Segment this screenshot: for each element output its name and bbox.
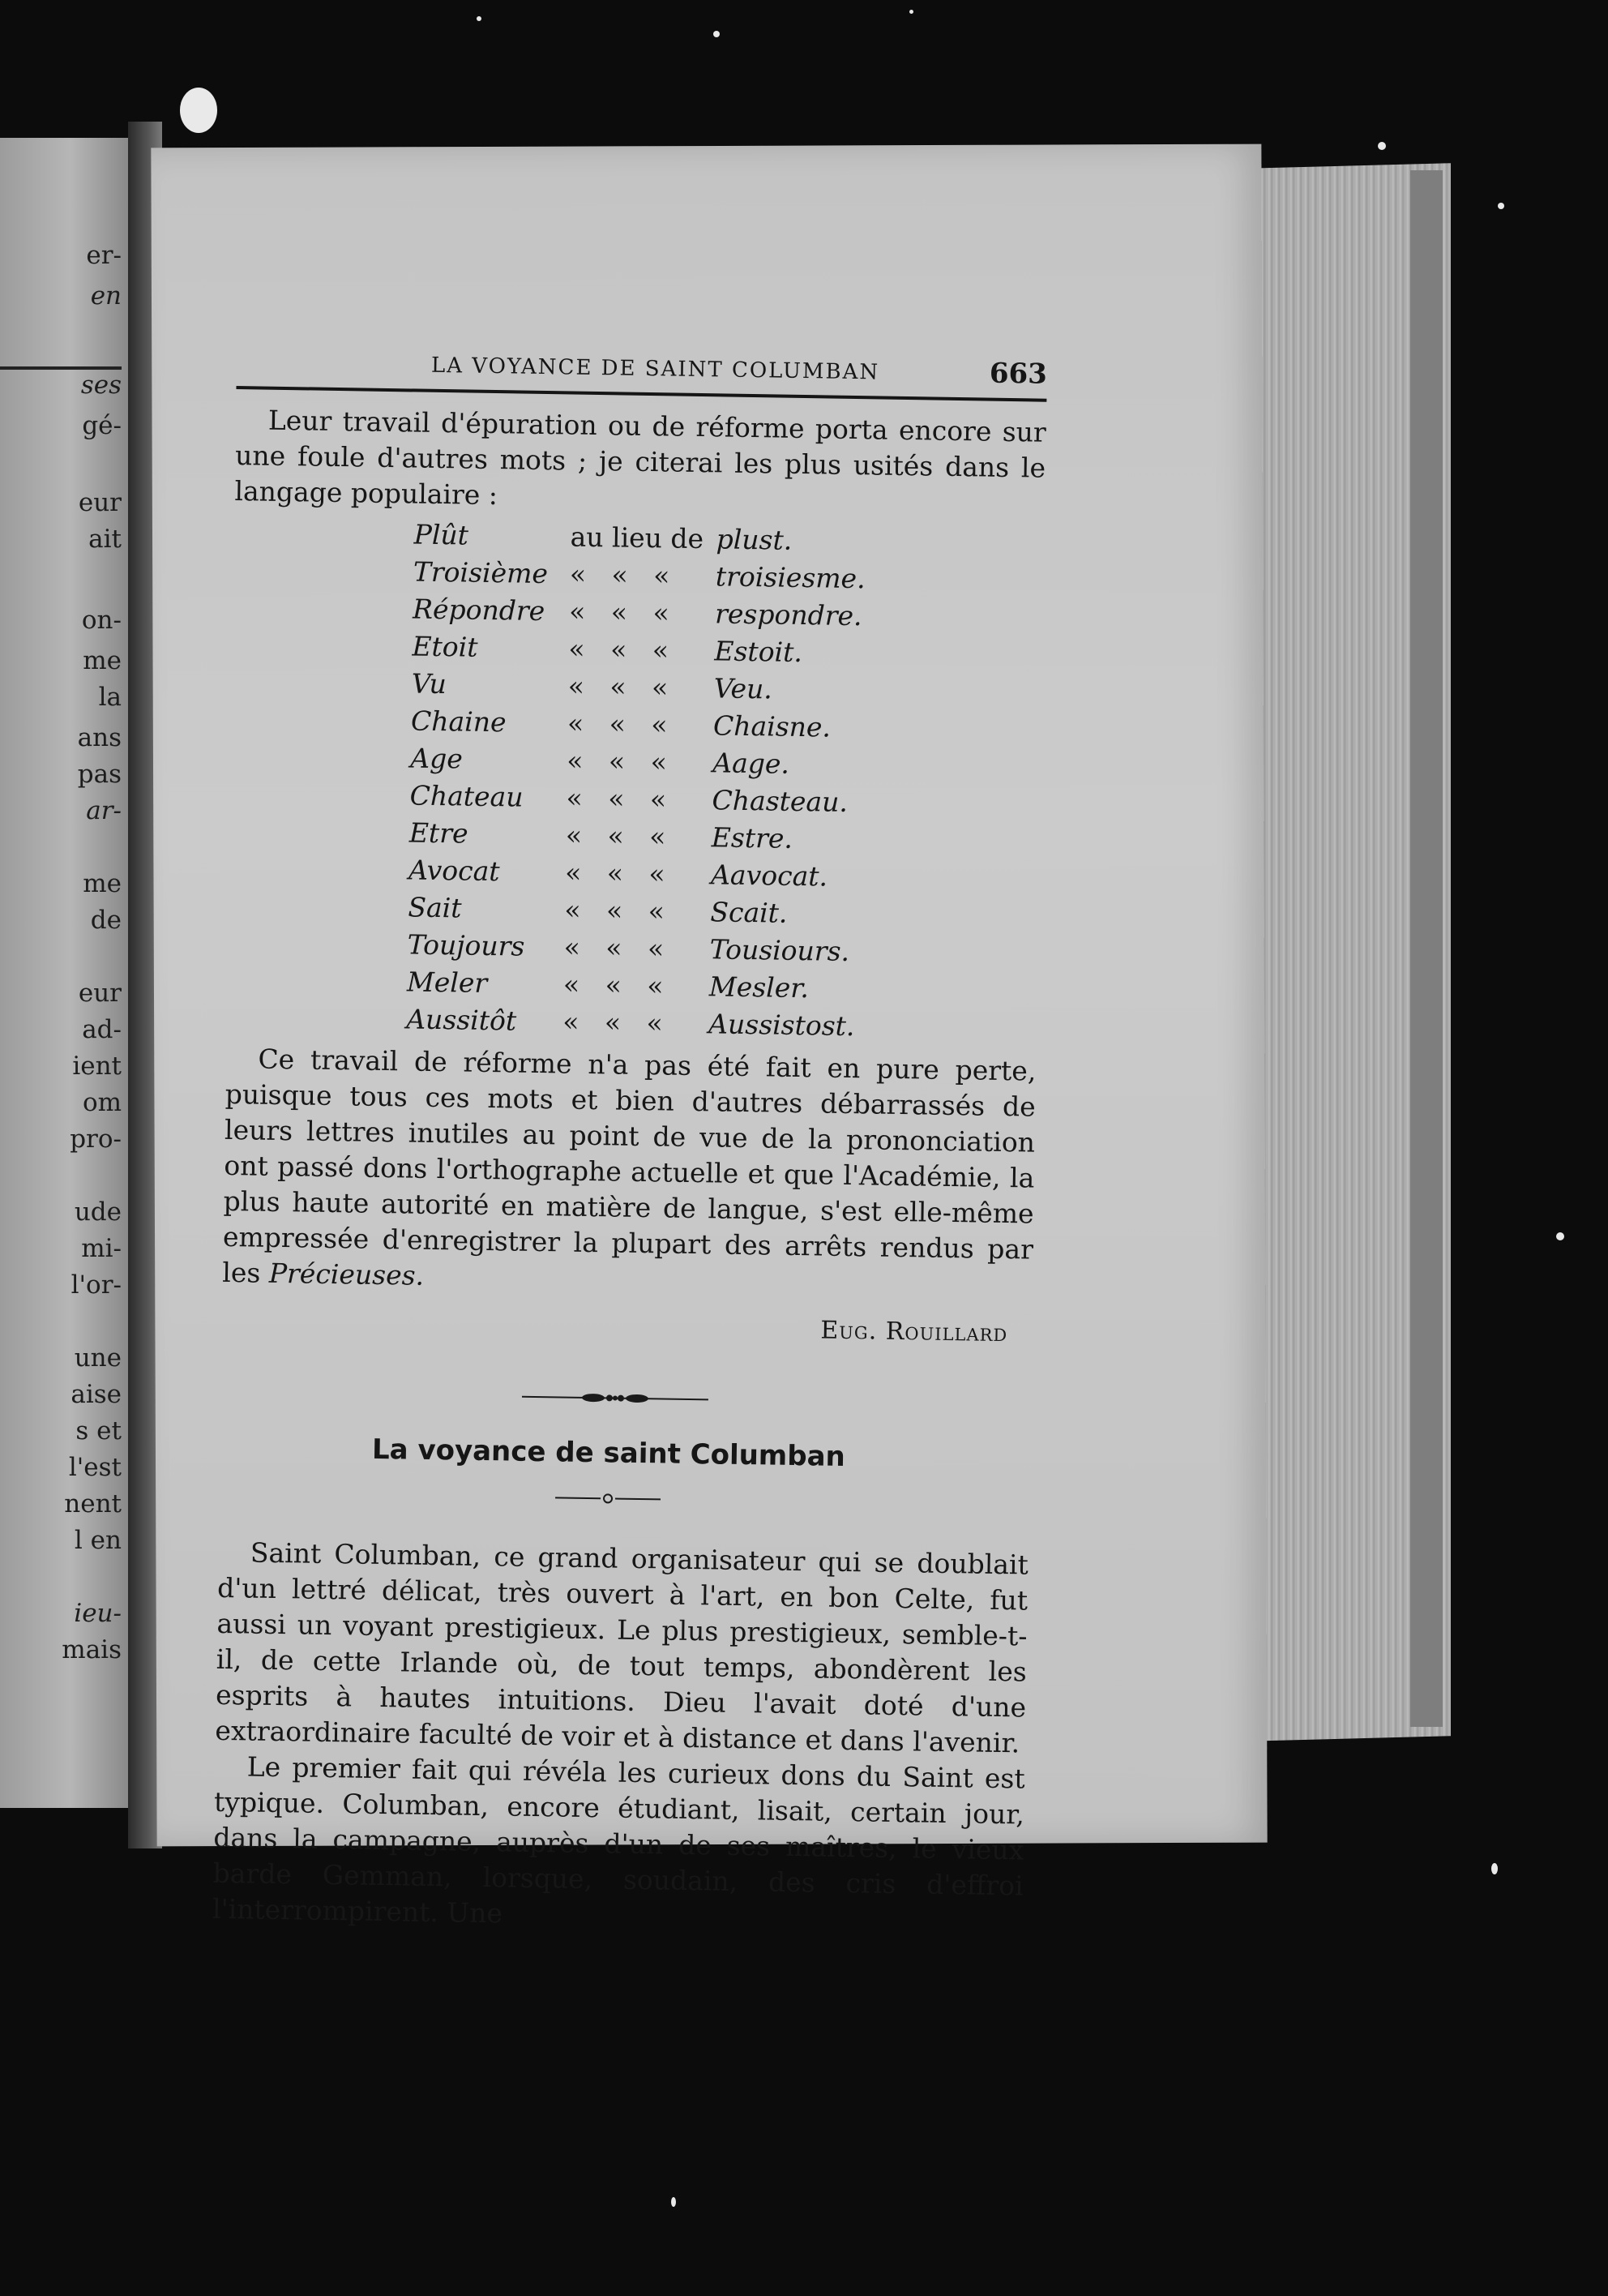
author-signature: Eug. Rouillard	[820, 1316, 1008, 1348]
modern-spelling: Meler	[406, 966, 488, 999]
old-spelling: Estre.	[711, 821, 793, 855]
modern-spelling: Troisième	[413, 555, 549, 590]
dust-speck	[1556, 1232, 1564, 1240]
dust-speck	[180, 88, 217, 133]
running-head	[236, 350, 1047, 404]
ditto-marks: « « «	[562, 1005, 664, 1039]
page-content	[212, 350, 1047, 1939]
modern-spelling: Répondre	[412, 593, 545, 628]
dust-speck	[713, 31, 720, 37]
left-page-fragment: me	[83, 646, 122, 675]
left-page-rule	[0, 366, 122, 370]
left-page-fragment: on-	[81, 606, 122, 635]
left-page-fragment: me	[83, 869, 122, 898]
modern-spelling: Avocat	[408, 854, 500, 888]
running-head-rule	[236, 386, 1046, 402]
page-number: 663	[989, 357, 1048, 391]
modern-spelling: Toujours	[407, 928, 525, 962]
left-page-fragment: de	[90, 906, 122, 935]
body-paragraph-2: Le premier fait qui révéla les curieux dons du Saint est typique. Columban, encore étudiant, lisait, certain jour, dans la campagne, auprès d'un de ses maîtres, le vieux barde Gemman, lorsque, soudain, des cris d'effroi l'interrompirent. Une	[212, 1750, 1025, 1930]
dust-speck	[1498, 203, 1504, 209]
ditto-marks: « « «	[567, 707, 668, 741]
left-page-fragment: aise	[71, 1380, 122, 1409]
left-page-fragment: eur	[78, 488, 122, 517]
ditto-marks: « « «	[568, 595, 670, 629]
modern-spelling: Chaine	[410, 705, 507, 739]
modern-spelling: Etre	[408, 816, 468, 850]
old-spelling: Chaisne.	[712, 709, 832, 743]
old-spelling: Mesler.	[708, 970, 810, 1004]
left-page-fragment: l'or-	[71, 1270, 122, 1300]
conclusion-text: Ce travail de réforme n'a pas été fait en pure perte, puisque tous ces mots et bien d'autres débarrassés de leurs lettres inutiles au point de vue de la prononciation ont passé dons l'orthographe actuelle et que l'Académie, la plus haute autorité en matière de langue, s'est elle-même empressée d'enregistrer la plupart des arrêts rendus par les	[222, 1043, 1037, 1289]
ditto-marks: « « «	[569, 558, 670, 592]
old-spelling: respondre.	[714, 598, 862, 632]
dust-speck	[1491, 1863, 1498, 1874]
running-head-title: LA VOYANCE DE SAINT COLUMBAN	[430, 353, 880, 385]
word-list	[226, 516, 1045, 1051]
old-spelling: Aussistost.	[708, 1008, 855, 1043]
modern-spelling: Aussitôt	[405, 1003, 517, 1037]
left-page-fragment: une	[74, 1343, 122, 1373]
left-page-fragment: l'est	[68, 1453, 122, 1482]
left-page-fragment: s et	[75, 1416, 122, 1446]
section-title: La voyance de saint Columban	[371, 1433, 846, 1473]
ditto-marks: « « «	[565, 819, 666, 853]
left-page-fragment: gé-	[82, 411, 122, 440]
dust-speck	[909, 10, 913, 14]
old-spelling: Chasteau.	[712, 784, 849, 818]
old-spelling: Veu.	[713, 672, 773, 705]
old-spelling: Aage.	[712, 747, 790, 780]
ditto-marks: « « «	[568, 632, 669, 666]
intro-paragraph: Leur travail d'épuration ou de réforme porta encore sur une foule d'autres mots ; je citerai les plus usités dans le langage populaire :	[234, 404, 1047, 512]
left-page-fragment: pas	[77, 760, 122, 789]
body-paragraph-1: Saint Columban, ce grand organisateur qui se doublait d'un lettré délicat, très ouvert à l'art, en bon Celte, fut aussi un voyant prestigieux. Le plus prestigieux, semble-t-il, de cette Irlande où, de tout temps, abondèrent les esprits à hautes intuitions. Dieu l'avait doté d'une extraordinaire faculté de voir et à distance et dans l'avenir.	[215, 1536, 1029, 1759]
small-divider-icon	[555, 1491, 661, 1506]
au-lieu-de-label: au lieu de	[570, 520, 704, 555]
left-page-fragment: mi-	[81, 1234, 122, 1263]
left-page-fragment: ar-	[86, 796, 122, 825]
conclusion-italic: Précieuses.	[268, 1257, 425, 1292]
left-page-fragment: ses	[80, 371, 122, 400]
left-page-fragment: ient	[72, 1052, 122, 1081]
ditto-marks: « « «	[567, 744, 668, 778]
left-page-fragment: mais	[62, 1635, 122, 1664]
left-page-fragment: ieu-	[74, 1599, 122, 1628]
ditto-marks: « « «	[566, 782, 667, 816]
left-page-fragment: ait	[88, 525, 122, 554]
ditto-marks: « « «	[564, 856, 665, 890]
old-spelling: Scait.	[710, 896, 788, 929]
modern-spelling: Sait	[408, 891, 462, 924]
dust-speck	[477, 16, 481, 21]
modern-spelling: Plût	[413, 518, 469, 551]
left-page-fragment: nent	[64, 1489, 122, 1519]
book-page	[151, 144, 1267, 1930]
modern-spelling: Age	[410, 742, 464, 775]
ditto-marks: « « «	[567, 670, 669, 704]
book-edge-shadow	[1410, 170, 1443, 1727]
ditto-marks: « « «	[562, 968, 664, 1002]
left-page-fragment: er-	[86, 241, 122, 270]
modern-spelling: Vu	[411, 667, 447, 700]
left-page-fragment: la	[98, 683, 122, 712]
left-page-fragment: ad-	[82, 1015, 122, 1044]
modern-spelling: Etoit	[412, 630, 478, 663]
left-page-fragment: ude	[74, 1197, 122, 1227]
ornament-divider-icon	[522, 1389, 708, 1408]
modern-spelling: Chateau	[409, 779, 524, 813]
ditto-marks: « « «	[564, 893, 665, 927]
dust-speck	[1378, 142, 1386, 150]
left-page-fragment: pro-	[70, 1124, 122, 1154]
conclusion-paragraph	[222, 1041, 1037, 1304]
dust-speck	[671, 2197, 676, 2207]
old-spelling: Aavocat.	[710, 859, 828, 893]
left-page-fragment: eur	[78, 979, 122, 1008]
left-facing-page	[0, 138, 128, 1808]
left-page-fragment: ans	[77, 723, 122, 752]
old-spelling: Tousiours.	[709, 933, 850, 967]
left-page-fragment: om	[82, 1088, 122, 1117]
left-page-fragment: en	[90, 281, 122, 311]
left-page-fragment: l en	[74, 1526, 122, 1555]
old-spelling: troisiesme.	[715, 560, 866, 595]
ditto-marks: « « «	[563, 931, 665, 965]
old-spelling: Estoit.	[714, 635, 803, 669]
old-spelling: plust.	[716, 523, 793, 556]
